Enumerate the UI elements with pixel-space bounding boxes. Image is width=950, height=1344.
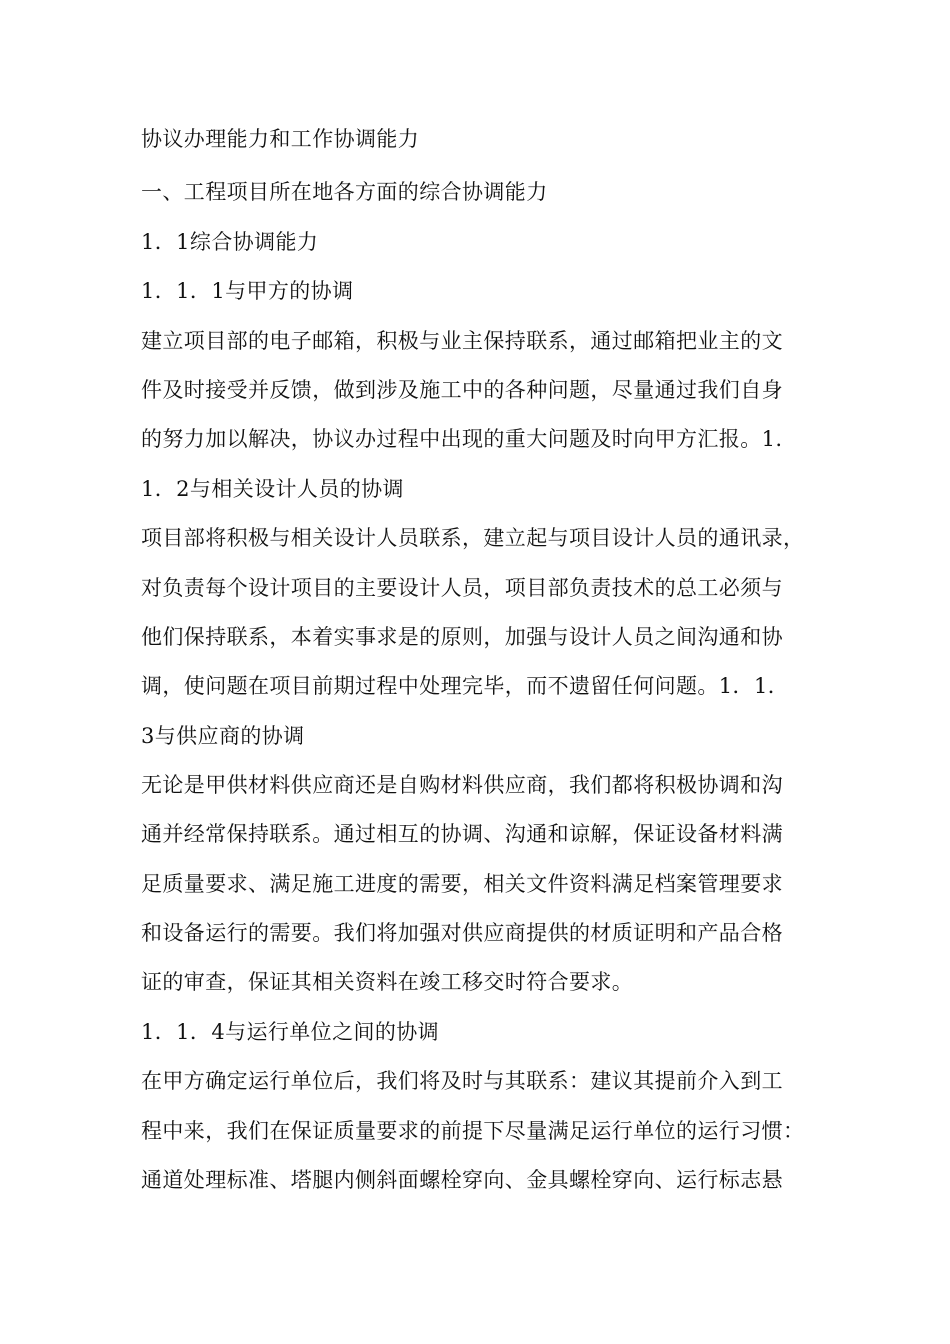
paragraph-line: 对负责每个设计项目的主要设计人员，项目部负责技术的总工必须与: [141, 576, 783, 600]
paragraph-line: 通道处理标准、塔腿内侧斜面螺栓穿向、金具螺栓穿向、运行标志悬: [141, 1168, 783, 1192]
paragraph-line: 项目部将积极与相关设计人员联系，建立起与项目设计人员的通讯录，: [141, 526, 805, 550]
subsubsection-heading: 1．1．1与甲方的协调: [141, 279, 354, 303]
paragraph-line: 程中来，我们在保证质量要求的前提下尽量满足运行单位的运行习惯：: [141, 1119, 805, 1143]
subsubsection-heading: 1．1．4与运行单位之间的协调: [141, 1020, 440, 1044]
paragraph-line: 建立项目部的电子邮箱，积极与业主保持联系，通过邮箱把业主的文: [141, 329, 783, 353]
paragraph-line: 在甲方确定运行单位后，我们将及时与其联系：建议其提前介入到工: [141, 1069, 783, 1093]
subsubsection-heading: 3与供应商的协调: [141, 724, 305, 748]
subsection-heading: 1．1综合协调能力: [141, 230, 319, 254]
paragraph-line: 无论是甲供材料供应商还是自购材料供应商，我们都将积极协调和沟: [141, 773, 783, 797]
paragraph-line: 足质量要求、满足施工进度的需要，相关文件资料满足档案管理要求: [141, 872, 783, 896]
paragraph-line: 件及时接受并反馈，做到涉及施工中的各种问题，尽量通过我们自身: [141, 378, 783, 402]
document-title: 协议办理能力和工作协调能力: [141, 127, 420, 151]
paragraph-line: 他们保持联系，本着实事求是的原则，加强与设计人员之间沟通和协: [141, 625, 783, 649]
section-heading: 一、工程项目所在地各方面的综合协调能力: [141, 180, 548, 204]
paragraph-line: 证的审查，保证其相关资料在竣工移交时符合要求。: [141, 970, 634, 994]
paragraph-line: 调，使问题在项目前期过程中处理完毕，而不遗留任何问题。1．1．: [141, 674, 790, 698]
paragraph-line: 和设备运行的需要。我们将加强对供应商提供的材质证明和产品合格: [141, 921, 783, 945]
subsubsection-heading: 1．2与相关设计人员的协调: [141, 477, 404, 501]
paragraph-line: 通并经常保持联系。通过相互的协调、沟通和谅解，保证设备材料满: [141, 822, 783, 846]
paragraph-line: 的努力加以解决，协议办过程中出现的重大问题及时向甲方汇报。1.: [141, 427, 783, 451]
